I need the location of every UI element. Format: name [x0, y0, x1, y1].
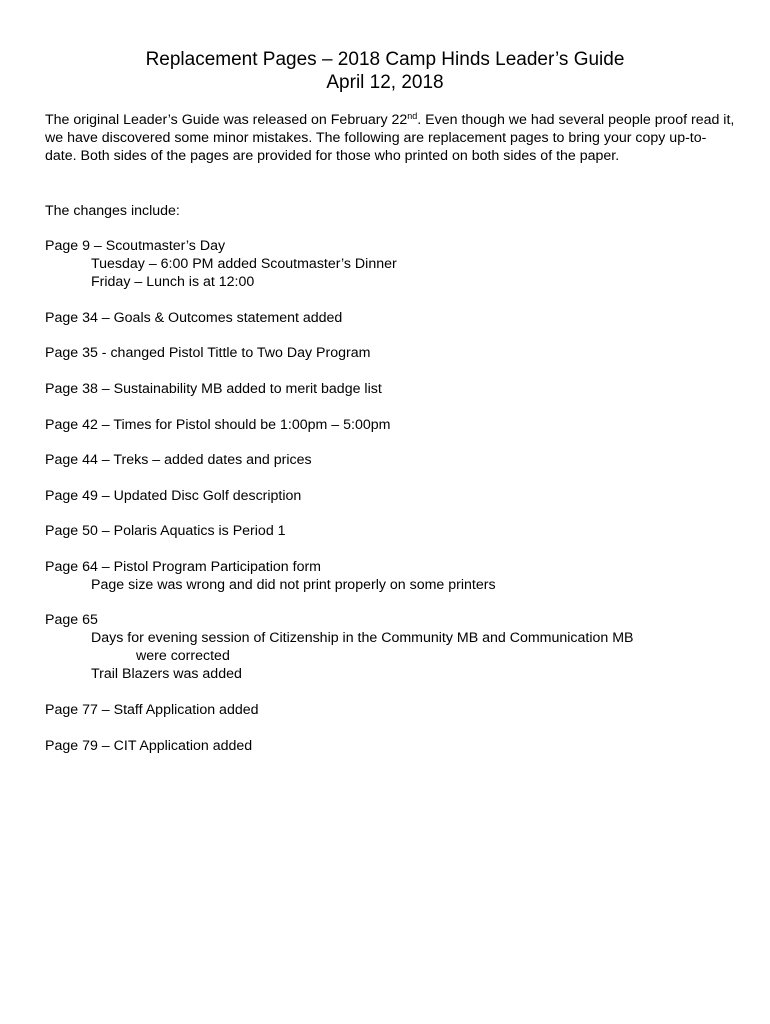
document-date: April 12, 2018	[326, 72, 444, 93]
intro-text-end: . Even though we had several people proof read it, we have discovered some minor mistakes. The following are replacement pages to bring your copy up-to-date. Both sides of the pages are provided for those who printed on both sides of the paper.	[45, 112, 735, 164]
intro-paragraph	[45, 111, 735, 165]
ordinal-superscript: nd	[407, 111, 418, 121]
change-page-9: Page 9 – Scoutmaster’s Day	[45, 238, 226, 254]
change-page-79: Page 79 – CIT Application added	[45, 738, 253, 754]
change-page-34: Page 34 – Goals & Outcomes statement added	[45, 310, 343, 326]
change-page-9-detail: Friday – Lunch is at 12:00	[91, 274, 255, 290]
change-page-9-detail: Tuesday – 6:00 PM added Scoutmaster’s Dinner	[91, 256, 397, 272]
change-page-65: Page 65	[45, 612, 98, 628]
document-title: Replacement Pages – 2018 Camp Hinds Leader’s Guide	[145, 49, 625, 70]
change-page-77: Page 77 – Staff Application added	[45, 702, 259, 718]
change-page-38: Page 38 – Sustainability MB added to merit badge list	[45, 381, 382, 397]
changes-heading: The changes include:	[45, 203, 180, 219]
change-page-65-detail-continued: were corrected	[136, 648, 230, 664]
change-page-49: Page 49 – Updated Disc Golf description	[45, 488, 302, 504]
change-page-42: Page 42 – Times for Pistol should be 1:00pm – 5:00pm	[45, 417, 391, 433]
intro-text-start: The original Leader’s Guide was released on February 22	[45, 112, 408, 128]
change-page-64: Page 64 – Pistol Program Participation form	[45, 559, 321, 575]
change-page-65-detail: Trail Blazers was added	[91, 666, 242, 682]
change-page-44: Page 44 – Treks – added dates and prices	[45, 452, 312, 468]
change-page-50: Page 50 – Polaris Aquatics is Period 1	[45, 523, 286, 539]
change-page-35: Page 35 - changed Pistol Tittle to Two Day Program	[45, 345, 371, 361]
change-page-65-detail: Days for evening session of Citizenship in the Community MB and Communication MB	[91, 630, 634, 646]
change-page-64-detail: Page size was wrong and did not print properly on some printers	[91, 577, 496, 593]
